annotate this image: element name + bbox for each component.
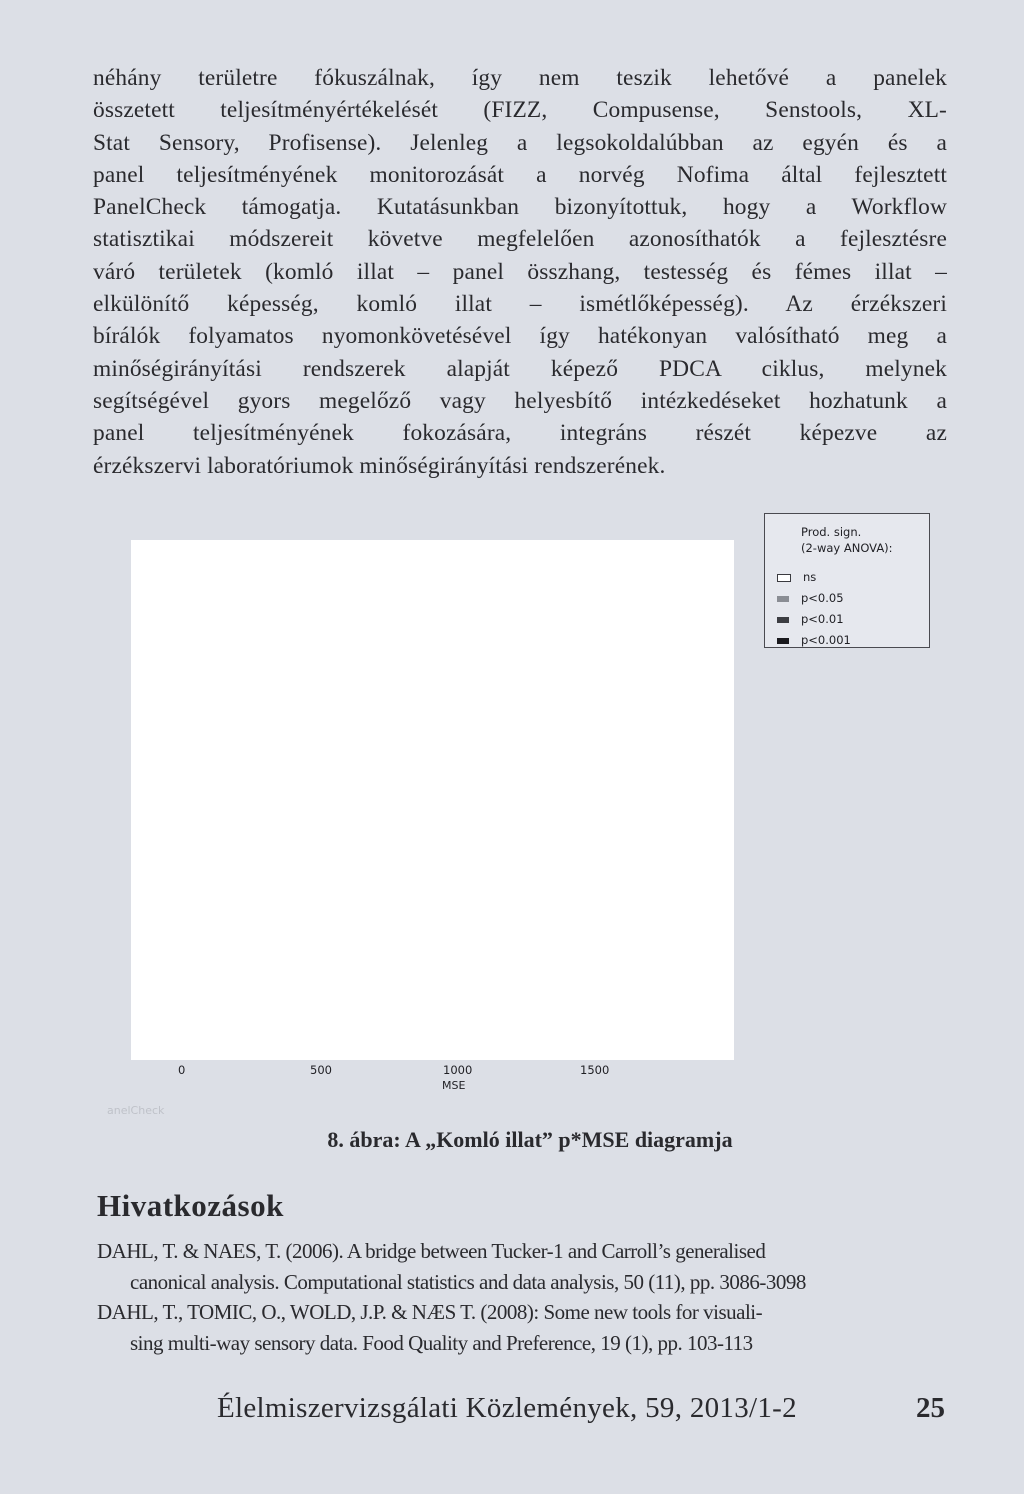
reference-item bbox=[97, 1297, 947, 1358]
journal-footer: Élelmiszervizsgálati Közlemények, 59, 2013/1-2 bbox=[217, 1392, 797, 1424]
body-line: Stat Sensory, Profisense). Jelenleg a legsokoldalúbban az egyén és a bbox=[93, 129, 947, 156]
legend-swatch bbox=[777, 596, 789, 602]
body-line: PanelCheck támogatja. Kutatásunkban bizonyítottuk, hogy a Workflow bbox=[93, 194, 947, 221]
body-line: néhány területre fókuszálnak, így nem teszik lehetővé a panelek bbox=[93, 65, 947, 91]
body-paragraph bbox=[93, 62, 947, 482]
body-line: statisztikai módszereit követve megfelelően azonosíthatók a fejlesztésre bbox=[93, 226, 947, 253]
legend-entry-p001 bbox=[777, 610, 844, 628]
x-axis-label: MSE bbox=[442, 1079, 466, 1092]
reference-line: sing multi-way sensory data. Food Quality and Preference, 19 (1), pp. 103-113 bbox=[130, 1330, 753, 1355]
figure-caption: 8. ábra: A „Komló illat” p*MSE diagramja bbox=[327, 1127, 733, 1152]
legend-entry-p005 bbox=[777, 589, 844, 607]
references-heading: Hivatkozások bbox=[97, 1188, 284, 1223]
reference-line: canonical analysis. Computational statistics and data analysis, 50 (11), pp. 3086-3098 bbox=[130, 1269, 806, 1294]
reference-line: DAHL, T., TOMIC, O., WOLD, J.P. & NÆS T. (2008): Some new tools for visuali- bbox=[97, 1300, 763, 1324]
body-line: érzékszervi laboratóriumok minőségirányítási rendszerének. bbox=[93, 452, 666, 479]
legend-title-line: (2-way ANOVA): bbox=[801, 541, 893, 555]
legend-swatch bbox=[777, 617, 789, 623]
body-line: panel teljesítményének monitorozását a norvég Nofima által fejlesztett bbox=[93, 161, 947, 188]
legend-title bbox=[801, 524, 893, 556]
x-tick-label: 1500 bbox=[580, 1063, 610, 1077]
body-line: minőségirányítási rendszerek alapját képező PDCA ciklus, melynek bbox=[93, 355, 947, 382]
body-line: váró területek (komló illat – panel összhang, testesség és fémes illat – bbox=[93, 258, 947, 285]
legend-label: p<0.001 bbox=[801, 633, 851, 647]
reference-line: DAHL, T. & NAES, T. (2006). A bridge between Tucker-1 and Carroll’s generalised bbox=[97, 1239, 766, 1263]
x-tick-label: 1000 bbox=[443, 1063, 473, 1077]
legend-title-line: Prod. sign. bbox=[801, 525, 862, 539]
body-line: panel teljesítményének fokozására, integráns részét képezve az bbox=[93, 420, 947, 447]
body-line: elkülönítő képesség, komló illat – ismétlőképesség). Az érzékszeri bbox=[93, 291, 947, 318]
x-tick-label: 0 bbox=[178, 1063, 186, 1077]
body-line: összetett teljesítményértékelését (FIZZ, Compusense, Senstools, XL- bbox=[93, 97, 947, 124]
chart-legend bbox=[764, 513, 930, 648]
legend-entry-p0001 bbox=[777, 631, 851, 649]
panelcheck-watermark: anelCheck bbox=[107, 1104, 165, 1117]
legend-entry-ns bbox=[777, 568, 816, 586]
reference-item bbox=[97, 1236, 947, 1297]
x-tick-label: 500 bbox=[310, 1063, 332, 1077]
legend-swatch bbox=[777, 574, 791, 582]
legend-label: ns bbox=[803, 570, 817, 584]
legend-swatch bbox=[777, 638, 789, 644]
body-line: segítségével gyors megelőző vagy helyesbítő intézkedéseket hozhatunk a bbox=[93, 387, 947, 414]
legend-label: p<0.05 bbox=[801, 591, 844, 605]
body-line: bírálók folyamatos nyomonkövetésével így hatékonyan valósítható meg a bbox=[93, 323, 947, 350]
chart-plot-area bbox=[131, 540, 734, 1060]
page-number: 25 bbox=[916, 1392, 945, 1424]
legend-label: p<0.01 bbox=[801, 612, 844, 626]
